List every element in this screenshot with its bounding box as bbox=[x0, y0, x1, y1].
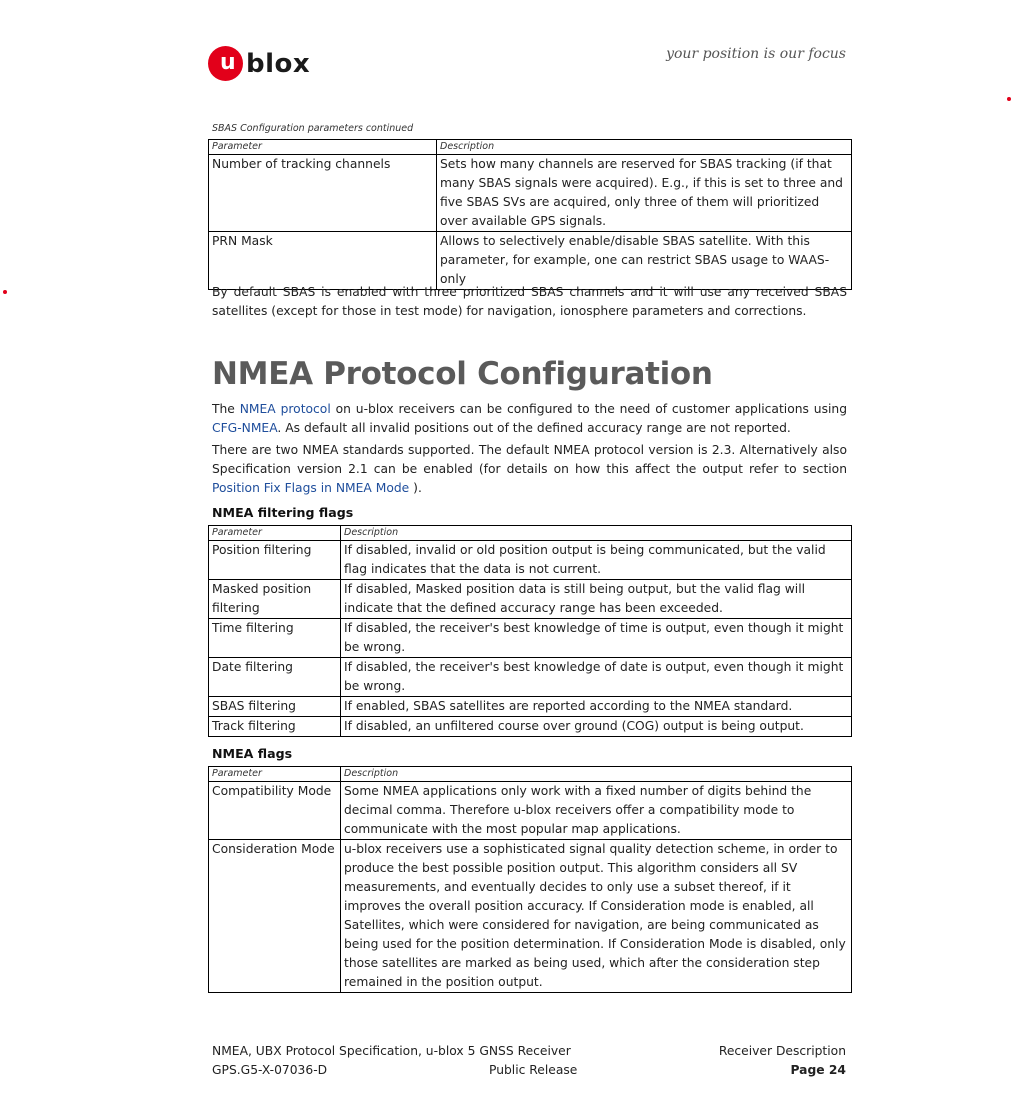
footer-doc-title: NMEA, UBX Protocol Specification, u-blox 5 GNSS Receiver bbox=[212, 1044, 571, 1058]
text-span: . As default all invalid positions out of the defined accuracy range are not reported. bbox=[277, 421, 791, 435]
table-row bbox=[209, 697, 852, 717]
nmea-protocol-link[interactable]: NMEA protocol bbox=[239, 402, 331, 416]
param-cell: SBAS filtering bbox=[209, 697, 341, 717]
text-span: There are two NMEA standards supported. The default NMEA protocol version is 2.3. Alternatively also Specification version 2.1 can be enabled (for details on how this affect the output refer to section bbox=[212, 443, 847, 476]
footer-section: Receiver Description bbox=[718, 1044, 846, 1058]
table-row bbox=[209, 840, 852, 993]
table-row bbox=[209, 619, 852, 658]
param-cell: Compatibility Mode bbox=[209, 782, 341, 840]
footer-doc-id: GPS.G5-X-07036-D bbox=[212, 1063, 328, 1077]
desc-cell: If disabled, the receiver's best knowledge of date is output, even though it might be wrong. bbox=[341, 658, 852, 697]
text-span: ). bbox=[409, 481, 422, 495]
header-description: Description bbox=[341, 526, 852, 541]
nmea-intro-paragraph bbox=[212, 400, 847, 438]
table-row bbox=[209, 232, 852, 290]
param-cell: PRN Mask bbox=[209, 232, 437, 290]
param-cell: Consideration Mode bbox=[209, 840, 341, 993]
table-row bbox=[209, 717, 852, 737]
param-cell: Number of tracking channels bbox=[209, 155, 437, 232]
table-row bbox=[209, 580, 852, 619]
param-cell: Position filtering bbox=[209, 541, 341, 580]
desc-cell: u-blox receivers use a sophisticated signal quality detection scheme, in order to produce the best possible position output. This algorithm considers all SV measurements, and eventually decides to only use a subset thereof, if it improves the overall position accuracy. If Consideration mode is enabled, all Satellites, which were considered for navigation, are being communicated as being used for the position determination. If Consideration Mode is disabled, only those satellites are marked as being used, which after the consideration step remained in the position output. bbox=[341, 840, 852, 993]
text-span: The bbox=[212, 402, 240, 416]
text-span: on u-blox receivers can be configured to the need of customer applications using bbox=[330, 402, 848, 416]
red-dot-decoration bbox=[1007, 97, 1011, 101]
sbas-default-paragraph: By default SBAS is enabled with three prioritized SBAS channels and it will use any received SBAS satellites (except for those in test mode) for navigation, ionosphere parameters and corrections. bbox=[212, 285, 847, 318]
filtering-flags-table bbox=[208, 525, 852, 737]
ublox-logo bbox=[208, 44, 328, 84]
desc-cell: Sets how many channels are reserved for SBAS tracking (if that many SBAS signals were acquired). E.g., if this is set to three and five SBAS SVs are acquired, only three of them will prioritized over available GPS signals. bbox=[437, 155, 852, 232]
header-parameter: Parameter bbox=[209, 767, 341, 782]
sbas-parameters-table bbox=[208, 139, 852, 290]
cfg-nmea-link[interactable]: CFG-NMEA bbox=[212, 421, 278, 435]
desc-cell: Some NMEA applications only work with a fixed number of digits behind the decimal comma. Therefore u-blox receivers offer a compatibility mode to communicate with the most popular map applications. bbox=[341, 782, 852, 840]
table-row bbox=[209, 658, 852, 697]
desc-cell: Allows to selectively enable/disable SBAS satellite. With this parameter, for example, one can restrict SBAS usage to WAAS-only bbox=[437, 232, 852, 290]
nmea-versions-paragraph bbox=[212, 441, 847, 498]
position-fix-flags-link[interactable]: Position Fix Flags in NMEA Mode bbox=[212, 481, 410, 495]
desc-cell: If disabled, an unfiltered course over ground (COG) output is being output. bbox=[341, 717, 852, 737]
table-header-row bbox=[209, 526, 852, 541]
header-description: Description bbox=[437, 140, 852, 155]
nmea-flags-heading: NMEA flags bbox=[212, 746, 293, 761]
param-cell: Date filtering bbox=[209, 658, 341, 697]
logo-u: u bbox=[220, 50, 236, 75]
logo-wordmark: blox bbox=[246, 49, 311, 79]
desc-cell: If disabled, Masked position data is still being output, but the valid flag will indicate that the defined accuracy range has been exceeded. bbox=[341, 580, 852, 619]
filtering-flags-heading: NMEA filtering flags bbox=[212, 505, 354, 520]
param-cell: Masked position filtering bbox=[209, 580, 341, 619]
section-heading: NMEA Protocol Configuration bbox=[212, 356, 713, 392]
table-row bbox=[209, 155, 852, 232]
tagline: your position is our focus bbox=[666, 46, 846, 62]
footer-page-number: Page 24 bbox=[790, 1063, 846, 1077]
param-cell: Time filtering bbox=[209, 619, 341, 658]
desc-cell: If disabled, the receiver's best knowledge of time is output, even though it might be wrong. bbox=[341, 619, 852, 658]
desc-cell: If disabled, invalid or old position output is being communicated, but the valid flag indicates that the data is not current. bbox=[341, 541, 852, 580]
desc-cell: If enabled, SBAS satellites are reported according to the NMEA standard. bbox=[341, 697, 852, 717]
table-header-row bbox=[209, 140, 852, 155]
footer-release: Public Release bbox=[489, 1063, 578, 1077]
red-dot-decoration bbox=[3, 290, 7, 294]
header-parameter: Parameter bbox=[209, 140, 437, 155]
header-parameter: Parameter bbox=[209, 526, 341, 541]
header-description: Description bbox=[341, 767, 852, 782]
table-header-row bbox=[209, 767, 852, 782]
table-caption: SBAS Configuration parameters continued bbox=[212, 123, 414, 134]
table-row bbox=[209, 782, 852, 840]
nmea-flags-table bbox=[208, 766, 852, 993]
table-row bbox=[209, 541, 852, 580]
param-cell: Track filtering bbox=[209, 717, 341, 737]
